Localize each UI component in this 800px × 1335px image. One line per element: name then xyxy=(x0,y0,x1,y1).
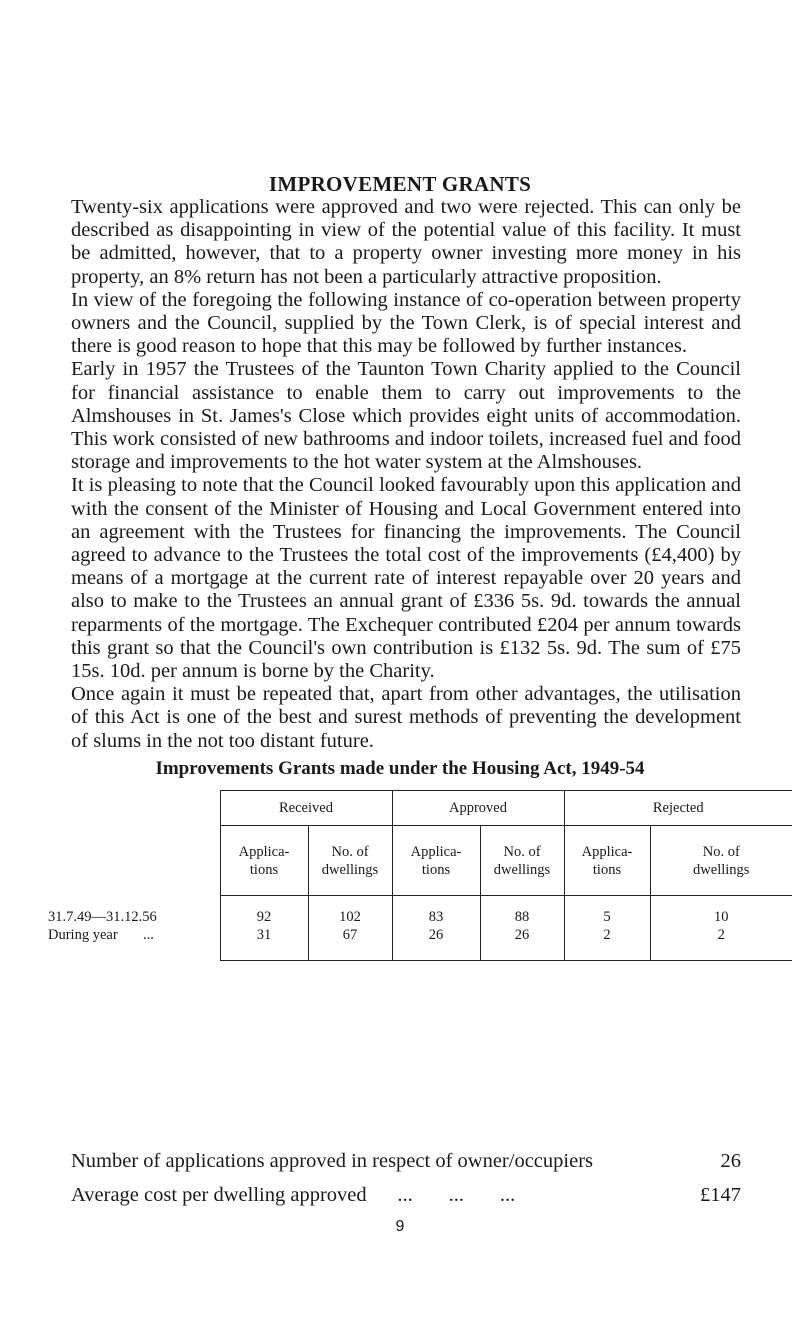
paragraph: Early in 1957 the Trustees of the Taunton Town Charity applied to the Council for financial assistance to enable them to carry out improvements to the Almshouses in St. James's Close which provides eight units of accommodation. This work consisted of new bathrooms and indoor toilets, increased fuel and food storage and improvements to the hot water system at the Almshouses. xyxy=(71,358,741,474)
table-corner-cell xyxy=(44,791,220,826)
table-corner-cell xyxy=(44,826,220,896)
table-title: Improvements Grants made under the Housing Act, 1949-54 xyxy=(155,758,645,779)
row-label: 31.7.49—31.12.56 xyxy=(48,908,157,925)
sub-header-cell: Applica- tions xyxy=(564,826,650,896)
table-cell: 92 xyxy=(220,896,308,927)
table-cell: 31 xyxy=(220,926,308,961)
summary-line-average-cost xyxy=(71,1184,741,1207)
row-label: During year ... xyxy=(48,927,154,944)
table-cell: 26 xyxy=(480,926,564,961)
body-text xyxy=(71,196,741,753)
paragraph: Once again it must be repeated that, apart from other advantages, the utilisation of this Act is one of the best and surest methods of preventing the development of slums in the not too distant future. xyxy=(71,683,741,752)
grants-table xyxy=(44,790,792,961)
table-cell: 88 xyxy=(480,896,564,927)
summary-label: Number of applications approved in respect of owner/occupiers xyxy=(71,1150,593,1172)
sub-header-cell: No. of dwellings xyxy=(308,826,392,896)
sub-header-cell: Applica- tions xyxy=(220,826,308,896)
group-header-received: Received xyxy=(220,791,392,826)
summary-label: Average cost per dwelling approved ... ... ... xyxy=(71,1184,516,1206)
table-row xyxy=(44,896,792,927)
table-group-header-row xyxy=(44,791,792,826)
group-header-approved: Approved xyxy=(392,791,564,826)
sub-header-cell: No. of dwellings xyxy=(650,826,792,896)
table-cell: 2 xyxy=(564,926,650,961)
table-sub-header-row xyxy=(44,826,792,896)
summary-line-owner-occupiers xyxy=(71,1150,741,1173)
table-cell: 67 xyxy=(308,926,392,961)
table-cell: 26 xyxy=(392,926,480,961)
table-row xyxy=(44,926,792,961)
paragraph: It is pleasing to note that the Council looked favourably upon this application and with the consent of the Minister of Housing and Local Government entered into an agreement with the Trustees for financing the improvements. The Council agreed to advance to the Trustees the total cost of the improvements (£4,400) by means of a mortgage at the current rate of interest repayable over 20 years and also to make to the Trustees an annual grant of £336 5s. 9d. towards the annual reparments of the mortgage. The Exchequer contributed £204 per annum towards this grant so that the Council's own contribution is £132 5s. 9d. The sum of £75 15s. 10d. per annum is borne by the Charity. xyxy=(71,474,741,683)
table-cell: 83 xyxy=(392,896,480,927)
summary-value: 26 xyxy=(720,1150,741,1172)
paragraph: In view of the foregoing the following instance of co-operation between property owners and the Council, supplied by the Town Clerk, is of special interest and there is good reason to hope that this may be followed by further instances. xyxy=(71,288,741,358)
paragraph: Twenty-six applications were approved and two were rejected. This can only be described as disappointing in view of the potential value of this facility. It must be admitted, however, that to a property owner investing more money in his property, an 8% return has not been a particularly attractive proposition. xyxy=(71,196,741,288)
section-heading: IMPROVEMENT GRANTS xyxy=(268,172,532,196)
table-cell: 102 xyxy=(308,896,392,927)
table-cell: 10 xyxy=(650,896,792,927)
page-number: 9 xyxy=(395,1218,405,1235)
sub-header-cell: Applica- tions xyxy=(392,826,480,896)
table-cell: 5 xyxy=(564,896,650,927)
table-cell: 2 xyxy=(650,926,792,961)
sub-header-cell: No. of dwellings xyxy=(480,826,564,896)
summary-value: £147 xyxy=(700,1184,741,1206)
group-header-rejected: Rejected xyxy=(564,791,792,826)
